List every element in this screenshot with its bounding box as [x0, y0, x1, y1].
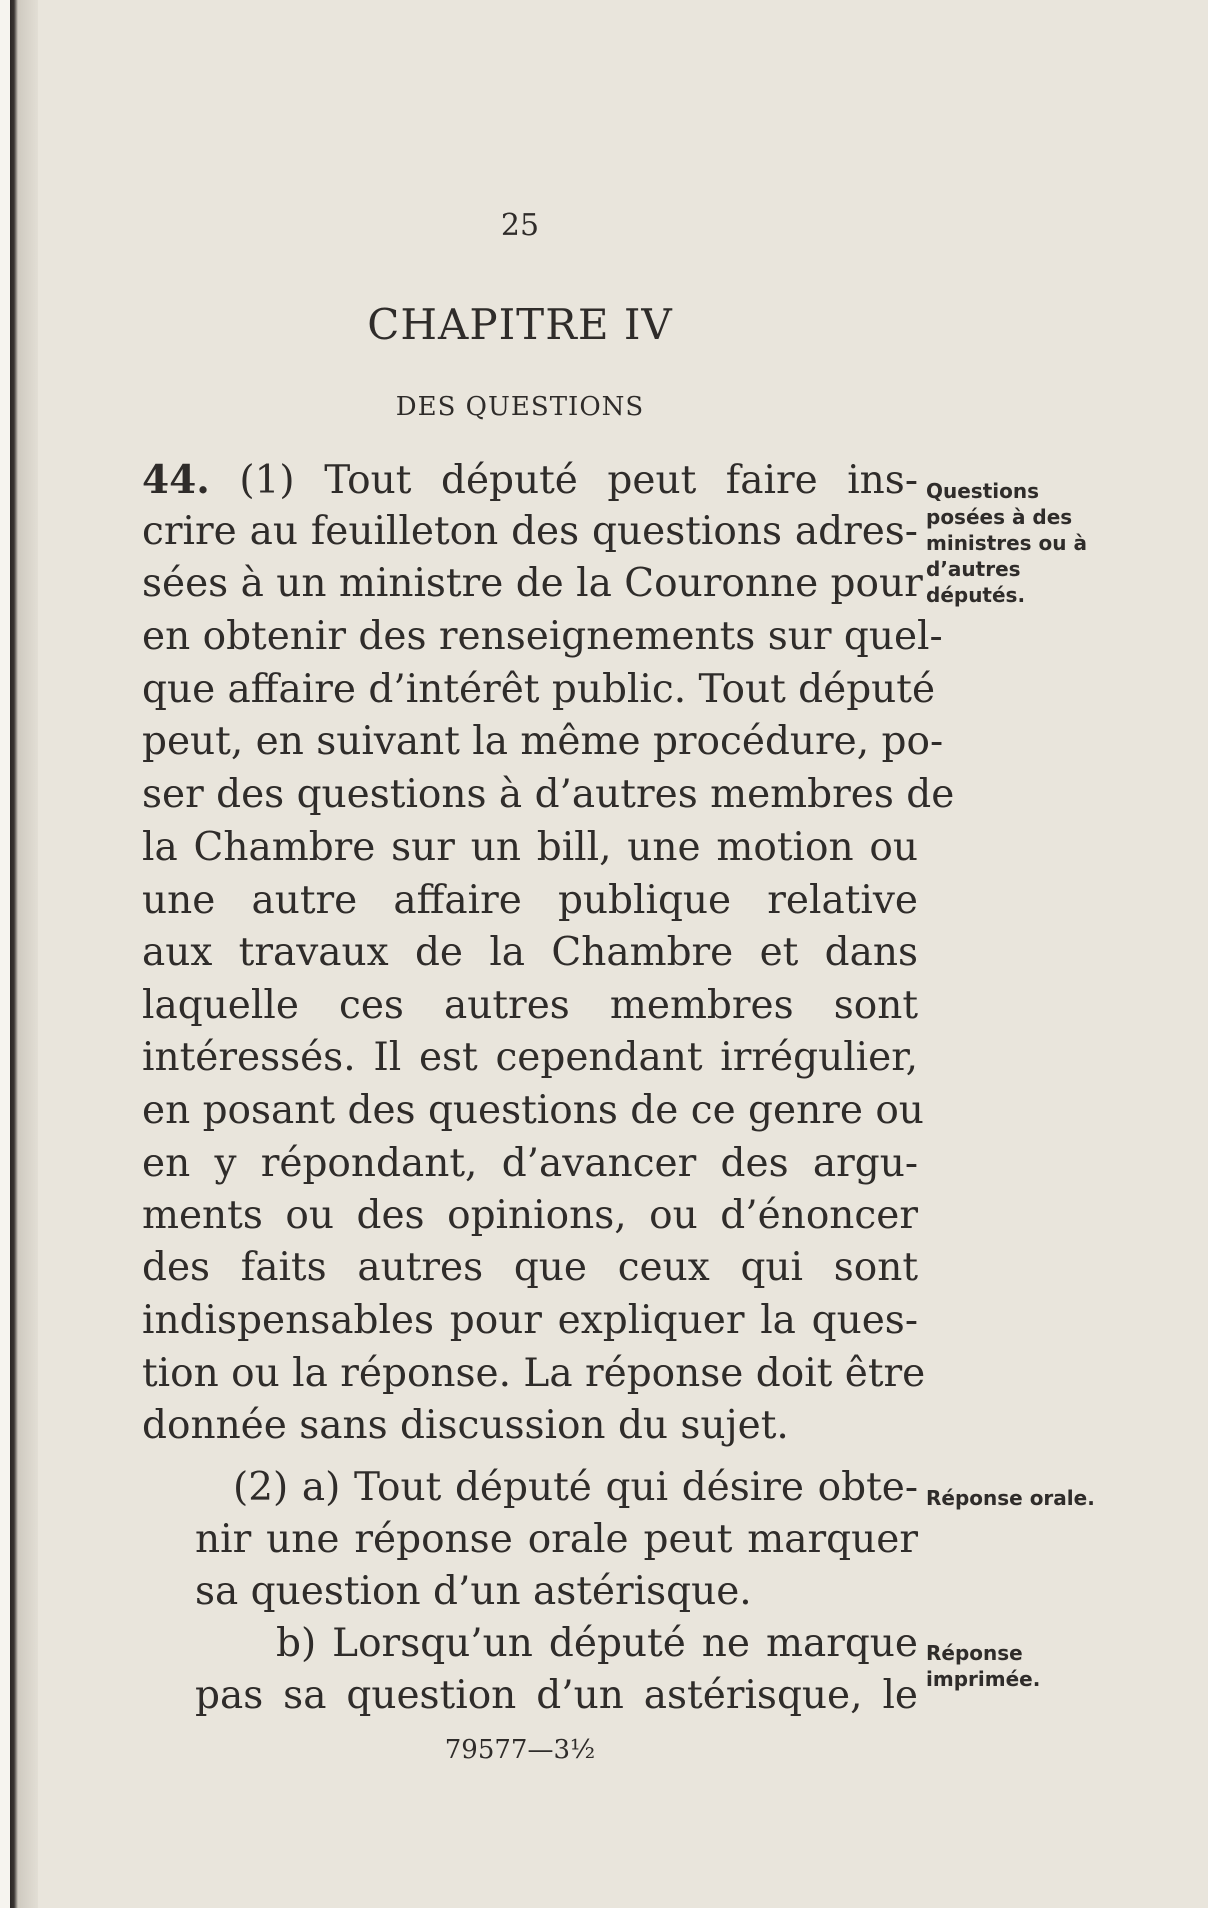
- text-line: des faits autres que ceux qui sont: [142, 1245, 918, 1290]
- text-line: en y répondant, d’avancer des argu-: [142, 1141, 918, 1186]
- text-line: b) Lorsqu’un député ne marque: [276, 1621, 918, 1666]
- text-line: sées à un ministre de la Couronne pour: [142, 561, 923, 606]
- text-line: une autre affaire publique relative: [142, 878, 918, 923]
- text-line: peut, en suivant la même procédure, po-: [142, 719, 944, 764]
- text-line: pas sa question d’un astérisque, le: [195, 1673, 918, 1718]
- text-line: indispensables pour expliquer la ques-: [142, 1298, 918, 1343]
- text-line: (2) a) Tout député qui désire obte-: [233, 1465, 918, 1510]
- margin-note-oral-answer: Réponse orale.: [926, 1486, 1095, 1510]
- text-line: la Chambre sur un bill, une motion ou: [142, 825, 918, 870]
- text-line: crire au feuilleton des questions adres-: [142, 509, 918, 554]
- footer-printer-mark: 79577—3½: [444, 1735, 596, 1765]
- text-line: nir une réponse orale peut marquer: [195, 1517, 918, 1562]
- text-line: tion ou la réponse. La réponse doit être: [142, 1351, 926, 1396]
- text-line: en obtenir des renseignements sur quel-: [142, 614, 943, 659]
- text-line: en posant des questions de ce genre ou: [142, 1088, 924, 1133]
- page-number: 25: [500, 208, 540, 243]
- margin-note-printed-answer: Réponse imprimée.: [926, 1641, 1041, 1691]
- text-line: sa question d’un astérisque.: [195, 1569, 752, 1614]
- text-line: 44. (1) Tout député peut faire ins-: [142, 457, 918, 503]
- text-line: laquelle ces autres membres sont: [142, 983, 918, 1028]
- text-line: intéressés. Il est cependant irrégulier,: [142, 1035, 918, 1080]
- section-heading: DES QUESTIONS: [395, 392, 645, 422]
- text-line: donnée sans discussion du sujet.: [142, 1403, 789, 1448]
- chapter-heading: CHAPITRE IV: [367, 300, 673, 349]
- article-number: 44.: [142, 457, 210, 503]
- page-binding-edge: [0, 0, 38, 1908]
- text-line: que affaire d’intérêt public. Tout député: [142, 667, 936, 712]
- margin-note-questions: Questions posées à des ministres ou à d’autres députés.: [926, 479, 1087, 607]
- text-line: ments ou des opinions, ou d’énoncer: [142, 1193, 918, 1238]
- text-line: ser des questions à d’autres membres de: [142, 772, 955, 817]
- text-line: aux travaux de la Chambre et dans: [142, 930, 918, 975]
